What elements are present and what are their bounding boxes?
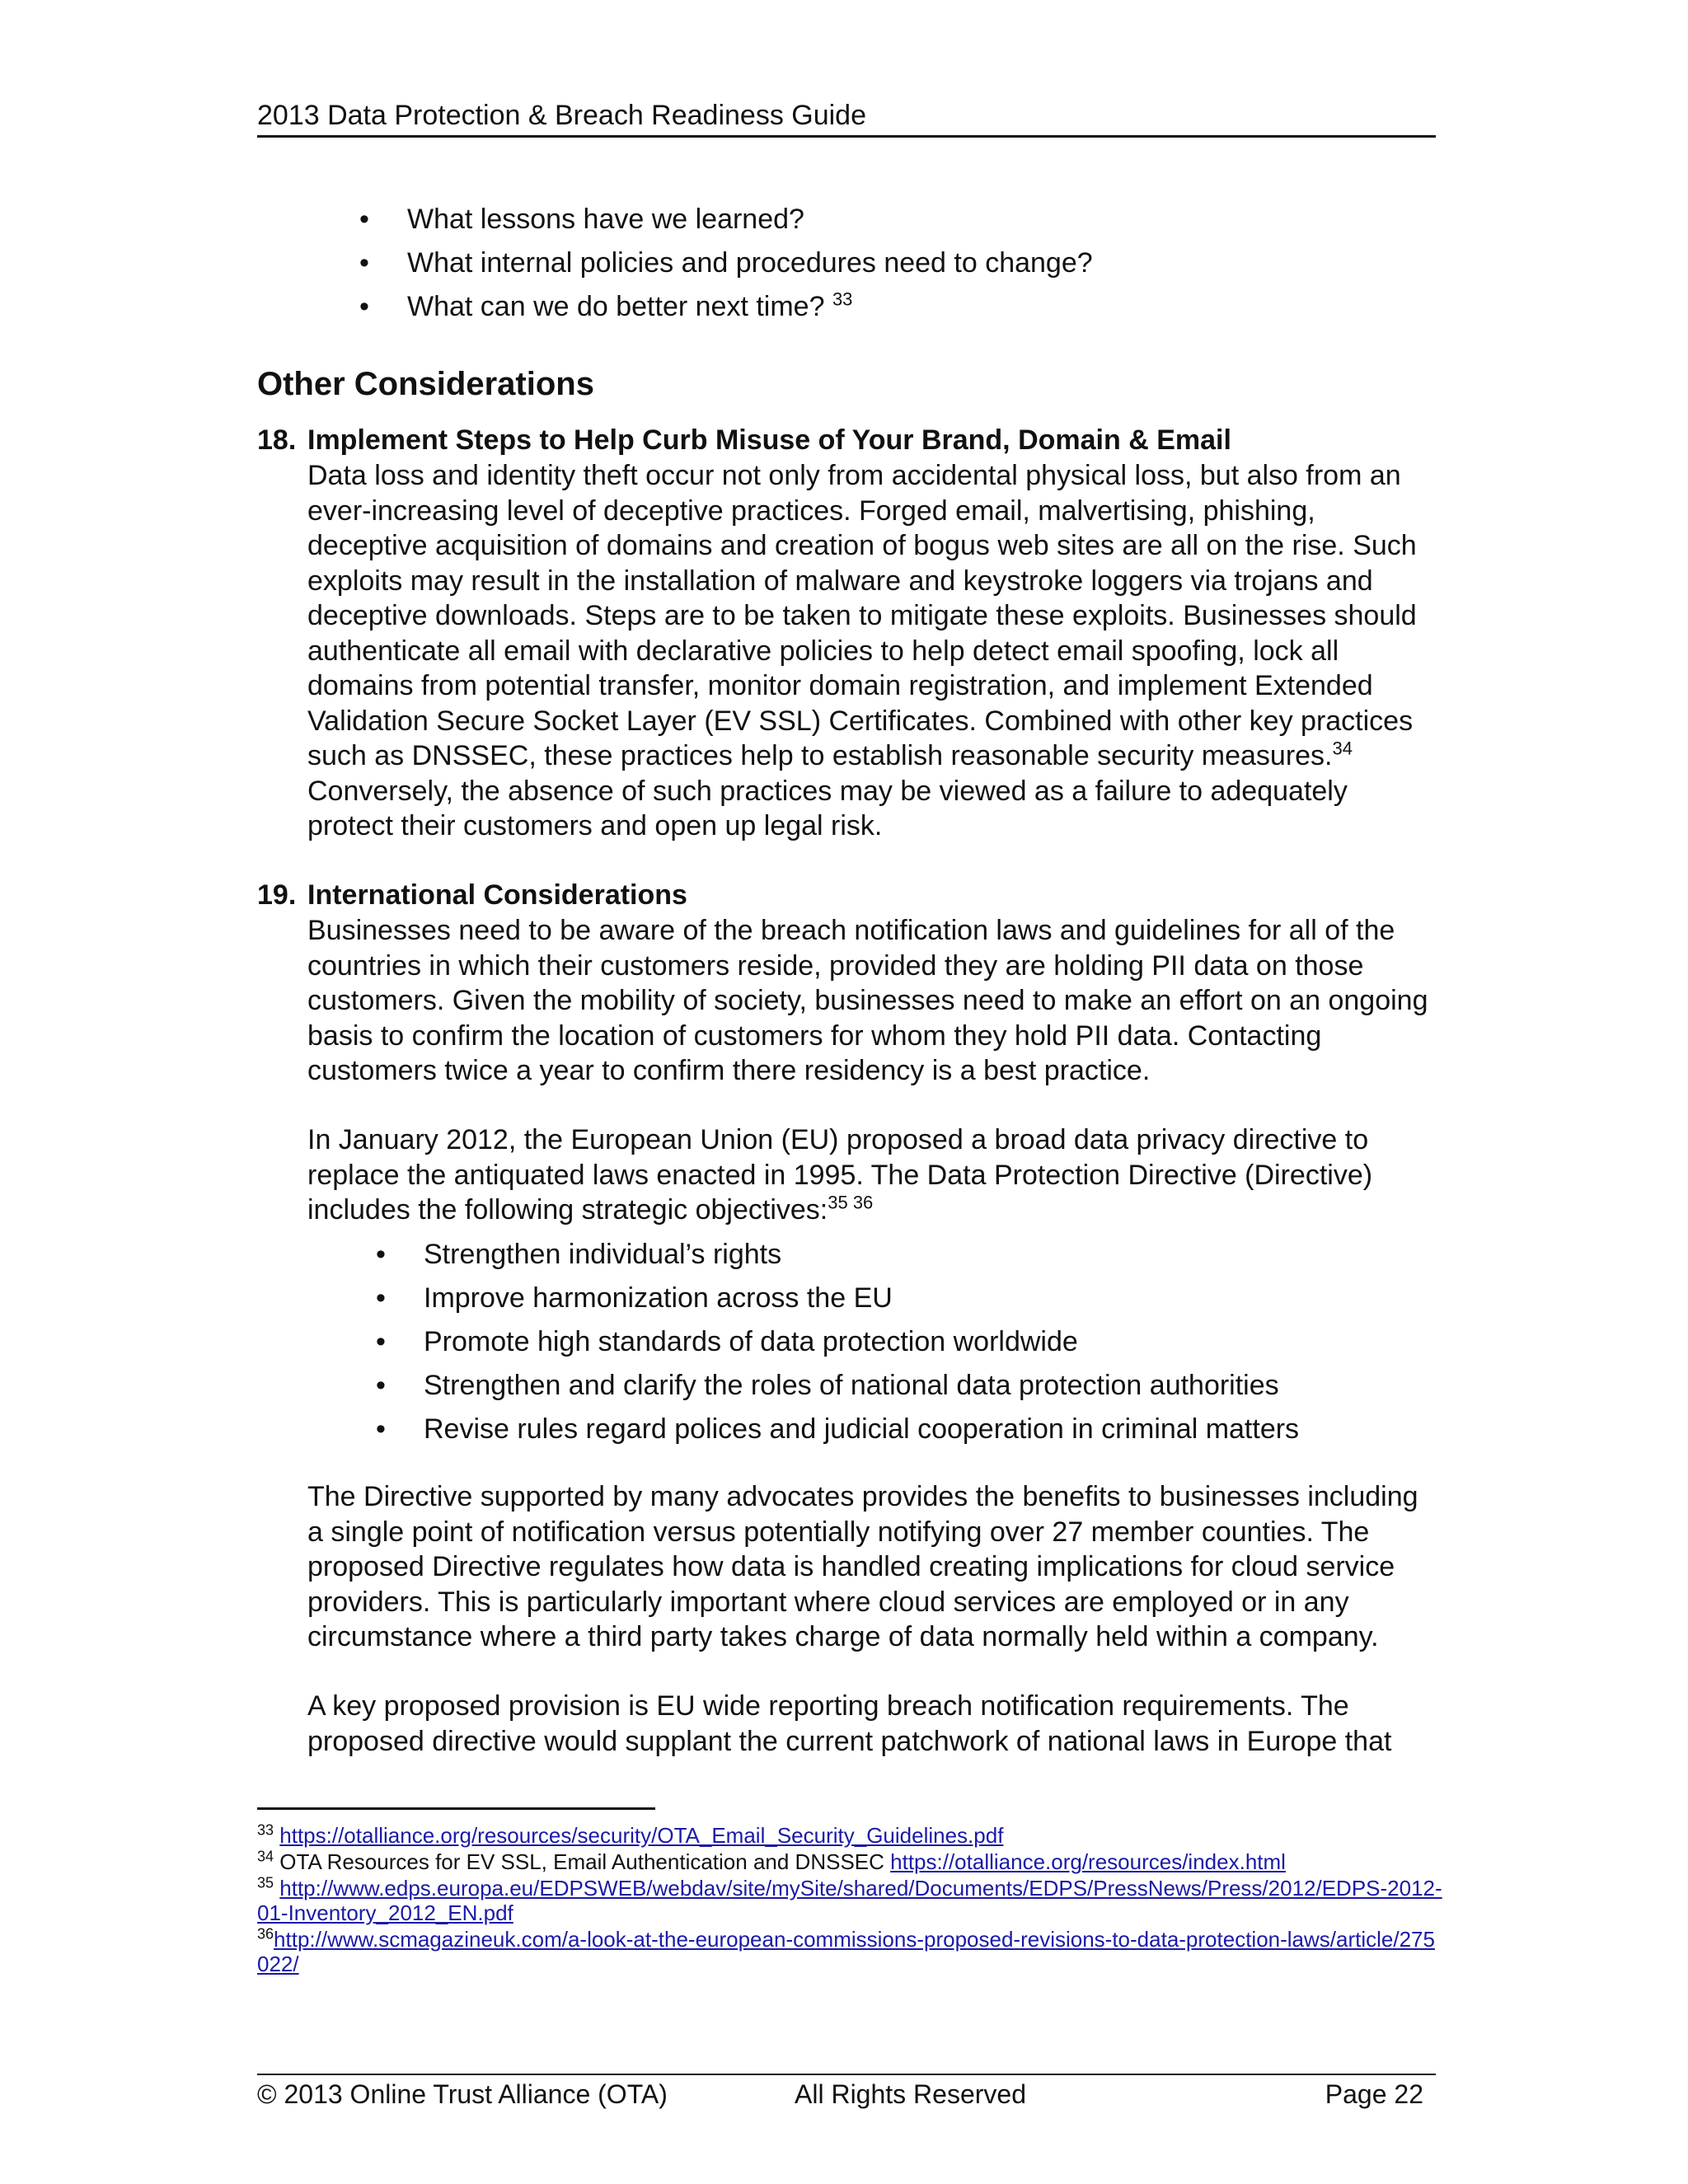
item-number-18: 18. (257, 424, 297, 456)
paragraph-text: Data loss and identity theft occur not only from accidental physical loss, but also from an ever-increasing level of deceptive practices. Forged email, malvertising, phishing, deceptive acquisition of domains and creation of bogus web sites are all on the rise. Such exploits may result in the installation of malware and keystroke loggers via trojans and deceptive downloads. Steps are to be taken to mitigate these exploits. Businesses should authenticate all email with declarative policies to help detect email spoofing, lock all domains from potential transfer, monitor domain registration, and implement Extended Validation Secure Socket Layer (EV SSL) Certificates. Combined with other key practices such as DNSSEC, these practices help to establish reasonable security measures. (307, 460, 1417, 771)
bullet-icon: • (376, 1370, 386, 1401)
footnote-33 (257, 1823, 1444, 1848)
item-number-19: 19. (257, 879, 297, 911)
footnote-link[interactable]: https://otalliance.org/resources/index.html (890, 1849, 1286, 1874)
item-19-paragraph-1: Businesses need to be aware of the breach notification laws and guidelines for all of the countries in which their customers reside, provided they are holding PII data on those customers. Given the mobility of society, businesses need to make an effort on an ongoing basis to confirm the location of customers for whom they hold PII data. Contacting customers twice a year to confirm there residency is a best practice. (307, 915, 1428, 1086)
page-header (257, 97, 1436, 138)
bullet-icon: • (359, 291, 369, 322)
bullet-icon: • (376, 1282, 386, 1314)
list-item (373, 1364, 1444, 1408)
document-title: 2013 Data Protection & Breach Readiness Guide (257, 100, 867, 131)
item-18-paragraph (307, 458, 1438, 844)
bullet-icon: • (359, 247, 369, 279)
bullet-icon: • (359, 204, 369, 235)
footnote-ref[interactable]: 33 (832, 288, 853, 310)
bullet-text: What internal policies and procedures need to change? (407, 247, 1093, 279)
footnote-number: 33 (257, 1821, 274, 1839)
page-number: Page 22 (1325, 2079, 1423, 2109)
item-19-paragraph-3: The Directive supported by many advocates provides the benefits to businesses including a single point of notification versus potentially notifying over 27 member counties. The proposed Directive regulates how data is handled creating implications for cloud service providers. This is particularly important where cloud services are employed or in any circumstance where a third party takes charge of data normally held within a company. (307, 1481, 1418, 1652)
list-item (373, 1408, 1444, 1451)
footnote-link[interactable]: http://www.edps.europa.eu/EDPSWEB/webdav/site/mySite/shared/Documents/EDPS/PressNews/Press/2012/EDPS-2012-01-Inventory_2012_EN.pdf (257, 1876, 1442, 1925)
bullet-text: Strengthen individual’s rights (424, 1239, 782, 1270)
item-title-18: Implement Steps to Help Curb Misuse of Your Brand, Domain & Email (307, 424, 1231, 456)
list-item (356, 285, 1428, 329)
footnote-number: 34 (257, 1848, 274, 1865)
bullet-icon: • (376, 1239, 386, 1270)
footnote-34 (257, 1849, 1444, 1874)
footer-rights: All Rights Reserved (795, 2079, 1026, 2109)
paragraph-text: In January 2012, the European Union (EU) proposed a broad data privacy directive to replace the antiquated laws enacted in 1995. The Data Protection Directive (Directive) includes the following strategic objectives: (307, 1124, 1373, 1226)
footnote-36 (257, 1927, 1444, 1976)
bullet-text: Revise rules regard polices and judicial cooperation in criminal matters (424, 1413, 1300, 1445)
bullet-text: Improve harmonization across the EU (424, 1282, 893, 1314)
footnotes (257, 1823, 1444, 1978)
bullet-text: Promote high standards of data protection worldwide (424, 1326, 1078, 1357)
list-item (356, 198, 1428, 241)
footnote-link[interactable]: http://www.scmagazineuk.com/a-look-at-the-european-commissions-proposed-revisions-to-data-protection-laws/article/275022/ (257, 1927, 1435, 1976)
bullet-text: Strengthen and clarify the roles of national data protection authorities (424, 1370, 1279, 1401)
footnote-ref[interactable]: 34 (1332, 738, 1353, 759)
footnote-divider (257, 1807, 655, 1810)
list-item (373, 1233, 1444, 1277)
list-item (373, 1277, 1444, 1320)
item-title-19: International Considerations (307, 879, 687, 911)
bullet-icon: • (376, 1326, 386, 1357)
footnote-number: 36 (257, 1925, 274, 1943)
item-19-paragraph-2 (307, 1122, 1438, 1228)
section-heading: Other Considerations (257, 366, 594, 402)
footnote-number: 35 (257, 1874, 274, 1891)
footer-copyright: © 2013 Online Trust Alliance (OTA) (257, 2079, 668, 2109)
footnote-ref[interactable]: 35 36 (828, 1192, 874, 1213)
list-item (373, 1320, 1444, 1364)
review-questions-list (356, 198, 1428, 329)
strategic-objectives-list (373, 1233, 1444, 1451)
page-footer (257, 2074, 1436, 2110)
paragraph-text: Conversely, the absence of such practices may be viewed as a failure to adequately protect their customers and open up legal risk. (307, 775, 1348, 841)
bullet-icon: • (376, 1413, 386, 1445)
footnote-link[interactable]: https://otalliance.org/resources/security/OTA_Email_Security_Guidelines.pdf (279, 1823, 1004, 1848)
item-19-paragraph-4: A key proposed provision is EU wide reporting breach notification requirements. The proposed directive would supplant the current patchwork of national laws in Europe that (307, 1690, 1392, 1757)
bullet-text: What lessons have we learned? (407, 204, 804, 235)
footnote-text: OTA Resources for EV SSL, Email Authentication and DNSSEC (279, 1849, 891, 1874)
list-item (356, 241, 1428, 285)
footnote-35 (257, 1876, 1444, 1925)
bullet-text: What can we do better next time? (407, 291, 825, 322)
